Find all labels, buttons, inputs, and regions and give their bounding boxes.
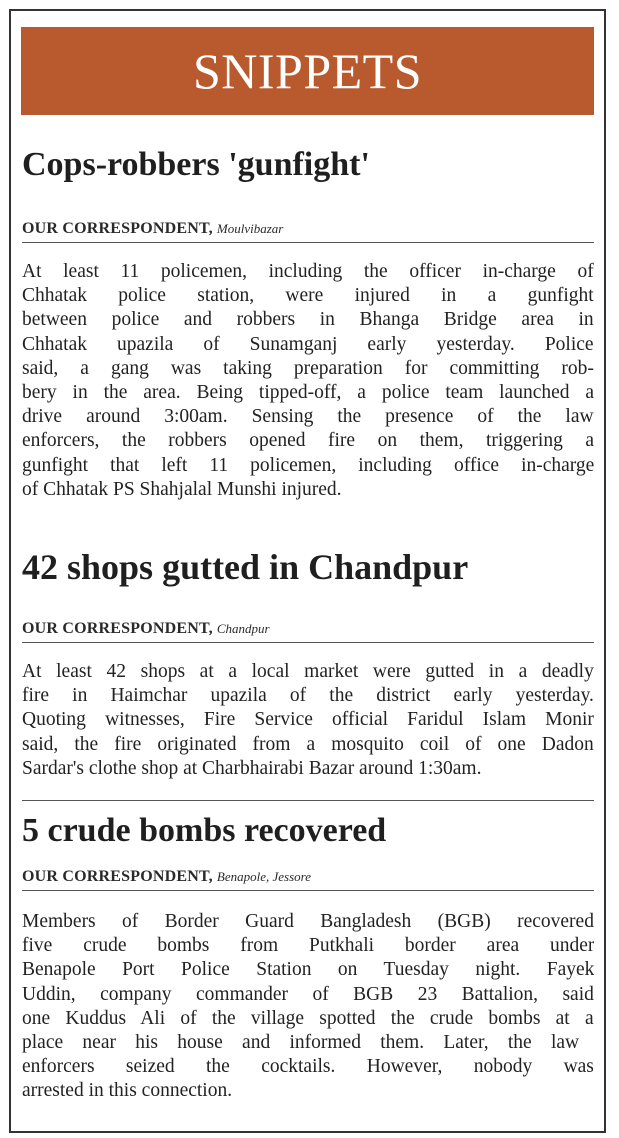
body-line: between police and robbers in Bhanga Bridge area in (22, 309, 594, 331)
body-line: Quoting witnesses, Fire Service official Faridul Islam Monir (22, 709, 594, 731)
body-line: Benapole Port Police Station on Tuesday night. Fayek (22, 959, 594, 981)
byline-place: Chandpur (216, 621, 270, 636)
snippets-banner (21, 27, 594, 115)
body-line: gunfight that left 11 policemen, including office in-charge (22, 454, 594, 476)
body-line: place near his house and informed them. Later, the law (22, 1032, 580, 1054)
body-line: enforcers, the robbers opened fire on them, triggering a (22, 430, 594, 452)
article-headline: 5 crude bombs recovered (22, 812, 387, 849)
body-line: said, the fire originated from a mosquito coil of one Dadon (22, 733, 594, 755)
article-body (22, 260, 594, 502)
body-line: At least 11 policemen, including the officer in-charge of (22, 261, 594, 282)
body-line: of Chhatak PS Shahjalal Munshi injured. (22, 478, 342, 500)
article-byline (22, 220, 594, 243)
body-line: said, a gang was taking preparation for committing rob- (22, 357, 594, 379)
body-line: bery in the area. Being tipped-off, a police team launched a (22, 382, 594, 404)
article-headline: Cops-robbers 'gunfight' (22, 146, 370, 183)
body-line: enforcers seized the cocktails. However, nobody was (22, 1056, 594, 1078)
byline-author: OUR CORRESPONDENT, (22, 220, 213, 237)
article-body (22, 910, 594, 1104)
byline-place: Benapole, Jessore (216, 869, 311, 884)
divider (22, 800, 594, 801)
body-line: At least 42 shops at a local market were gutted in a deadly (22, 661, 594, 682)
body-line: Chhatak police station, were injured in a gunfight (22, 285, 594, 307)
body-line: five crude bombs from Putkhali border area under (22, 935, 594, 957)
banner-title: SNIPPETS (192, 43, 423, 99)
body-line: drive around 3:00am. Sensing the presence of the law (22, 406, 594, 428)
body-line: Members of Border Guard Bangladesh (BGB) recovered (22, 911, 594, 932)
body-line: one Kuddus Ali of the village spotted the crude bombs at a (22, 1007, 594, 1029)
article-headline: 42 shops gutted in Chandpur (22, 547, 469, 587)
byline-author: OUR CORRESPONDENT, (22, 868, 213, 885)
article-byline (22, 868, 594, 891)
body-line: fire in Haimchar upazila of the district early yesterday. (22, 685, 594, 707)
body-line: Chhatak upazila of Sunamganj early yesterday. Police (22, 333, 594, 355)
body-line: Uddin, company commander of BGB 23 Battalion, said (22, 983, 594, 1005)
byline-place: Moulvibazar (216, 221, 284, 236)
article-byline (22, 620, 594, 643)
body-line: arrested in this connection. (22, 1080, 233, 1102)
byline-author: OUR CORRESPONDENT, (22, 620, 213, 637)
article-body (22, 660, 594, 781)
body-line: Sardar's clothe shop at Charbhairabi Bazar around 1:30am. (22, 757, 482, 779)
